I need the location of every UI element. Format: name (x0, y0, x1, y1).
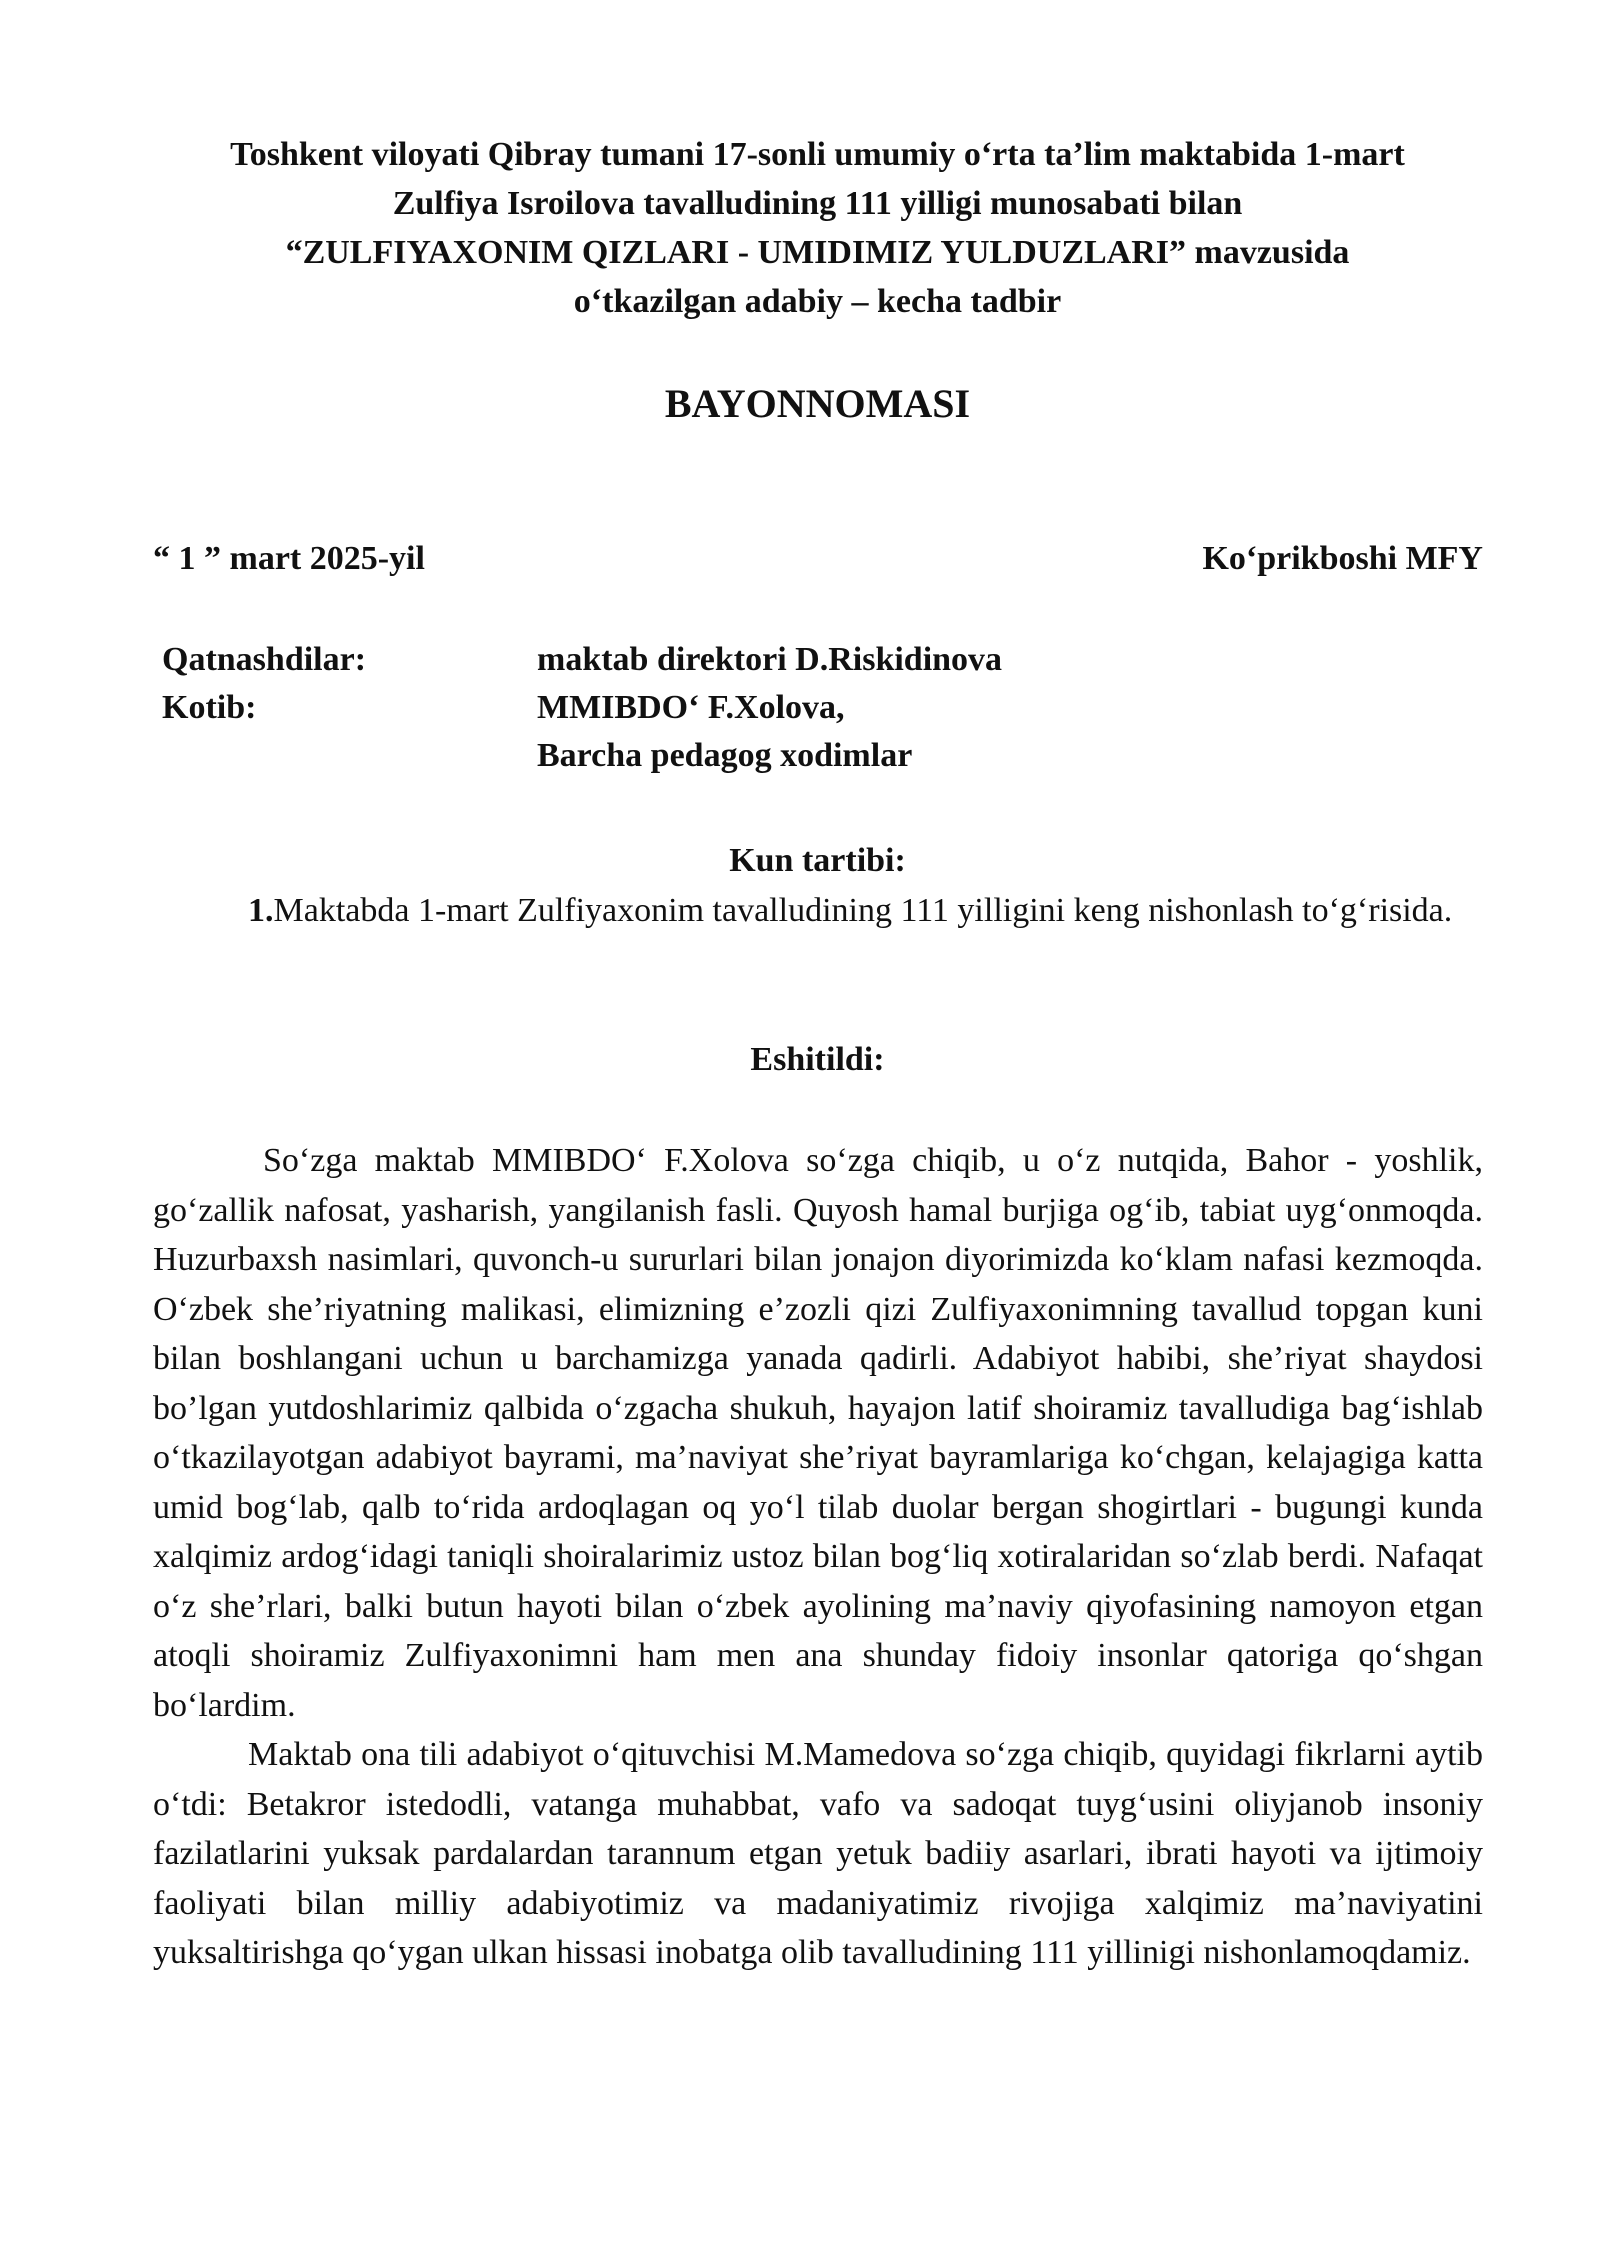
heard-body (153, 1136, 1483, 1978)
participants-block (162, 636, 1162, 780)
header-line-4: o‘tkazilgan adabiy – kecha tadbir (573, 283, 1062, 320)
staff-row (162, 732, 1162, 780)
heard-paragraph: So‘zga maktab MMIBDO‘ F.Xolova so‘zga chiqib, u o‘z nutqida, Bahor - yoshlik, go‘zallik nafosat, yasharish, yangilanish fasli. Quyosh hamal burjiga og‘ib, tabiat uyg‘onmoqda. Huzurbaxsh nasimlari, quvonch-u sururlari bilan jonajon diyorimizda ko‘klam nafasi kezmoqda. O‘zbek she’riyatning malikasi, elimizning e’zozli qizi Zulfiyaxonimning tavallud topgan kuni bilan boshlangani uchun u barchamizga yanada qadirli. Adabiyot habibi, she’riyat shaydosi bo’lgan yutdoshlarimiz qalbida o‘zgacha shukuh, hayajon latif shoiramiz tavalludiga bag‘ishlab o‘tkazilayotgan adabiyot bayrami, ma’naviyat she’riyat bayramlariga ko‘chgan, kelajagiga katta umid bog‘lab, qalb to‘rida ardoqlagan oq yo‘l tilab duolar bergan shogirtlari - bugungi kunda xalqimiz ardog‘idagi taniqli shoiralarimiz ustoz bilan bog‘liq xotiralaridan so‘zlab berdi. Nafaqat o‘z she’rlari, balki butun hayoti bilan o‘zbek ayolining ma’naviy qiyofasining namoyon etgan atoqli shoiramiz Zulfiyaxonimni ham men ana shunday fidoiy insonlar qatoriga qo‘shgan bo‘lardim. (153, 1142, 1483, 1724)
agenda-item-number: 1. (248, 892, 274, 929)
agenda-item-text: Maktabda 1-mart Zulfiyaxonim tavalludining 111 yilligini keng nishonlash to‘g‘risida. (273, 892, 1453, 929)
secretary-value: MMIBDO‘ F.Xolova, (537, 689, 845, 726)
document-title: BAYONNOMASI (664, 381, 971, 426)
participants-row (162, 636, 1162, 684)
document-date: “ 1 ” mart 2025-yil (153, 540, 425, 577)
header-line-2: Zulfiya Isroilova tavalludining 111 yilligi munosabati bilan (392, 185, 1243, 222)
staff-value: Barcha pedagog xodimlar (537, 737, 913, 774)
participants-label: Qatnashdilar: (162, 641, 367, 678)
agenda-item (153, 887, 1483, 935)
heard-heading: Eshitildi: (750, 1041, 885, 1078)
secretary-label: Kotib: (162, 689, 257, 726)
document-place: Ko‘prikboshi MFY (1202, 540, 1483, 577)
agenda-heading: Kun tartibi: (729, 842, 906, 879)
heard-paragraph: Maktab ona tili adabiyot o‘qituvchisi M.Mamedova so‘zga chiqib, quyidagi fikrlarni aytib o‘tdi: Betakror istedodli, vatanga muhabbat, vafo va sadoqat tuyg‘usini oliyjanob insoniy fazilatlarini yuksak pardalardan tarannum etgan yetuk badiiy asarlari, ibrati hayoti va ijtimoiy faoliyati bilan milliy adabiyotimiz va madaniyatimiz rivojiga xalqimiz ma’naviyatini yuksaltirishga qo‘ygan ulkan hissasi inobatga olib tavalludining 111 yillinigi nishonlamoqdamiz. (153, 1736, 1483, 1971)
document-header (150, 130, 1485, 326)
participants-value: maktab direktori D.Riskidinova (537, 641, 1003, 678)
secretary-row (162, 684, 1162, 732)
header-line-3: “ZULFIYAXONIM QIZLARI - UMIDIMIZ YULDUZLARI” mavzusida (285, 234, 1350, 271)
header-line-1: Toshkent viloyati Qibray tumani 17-sonli umumiy o‘rta ta’lim maktabida 1-mart (230, 136, 1405, 173)
